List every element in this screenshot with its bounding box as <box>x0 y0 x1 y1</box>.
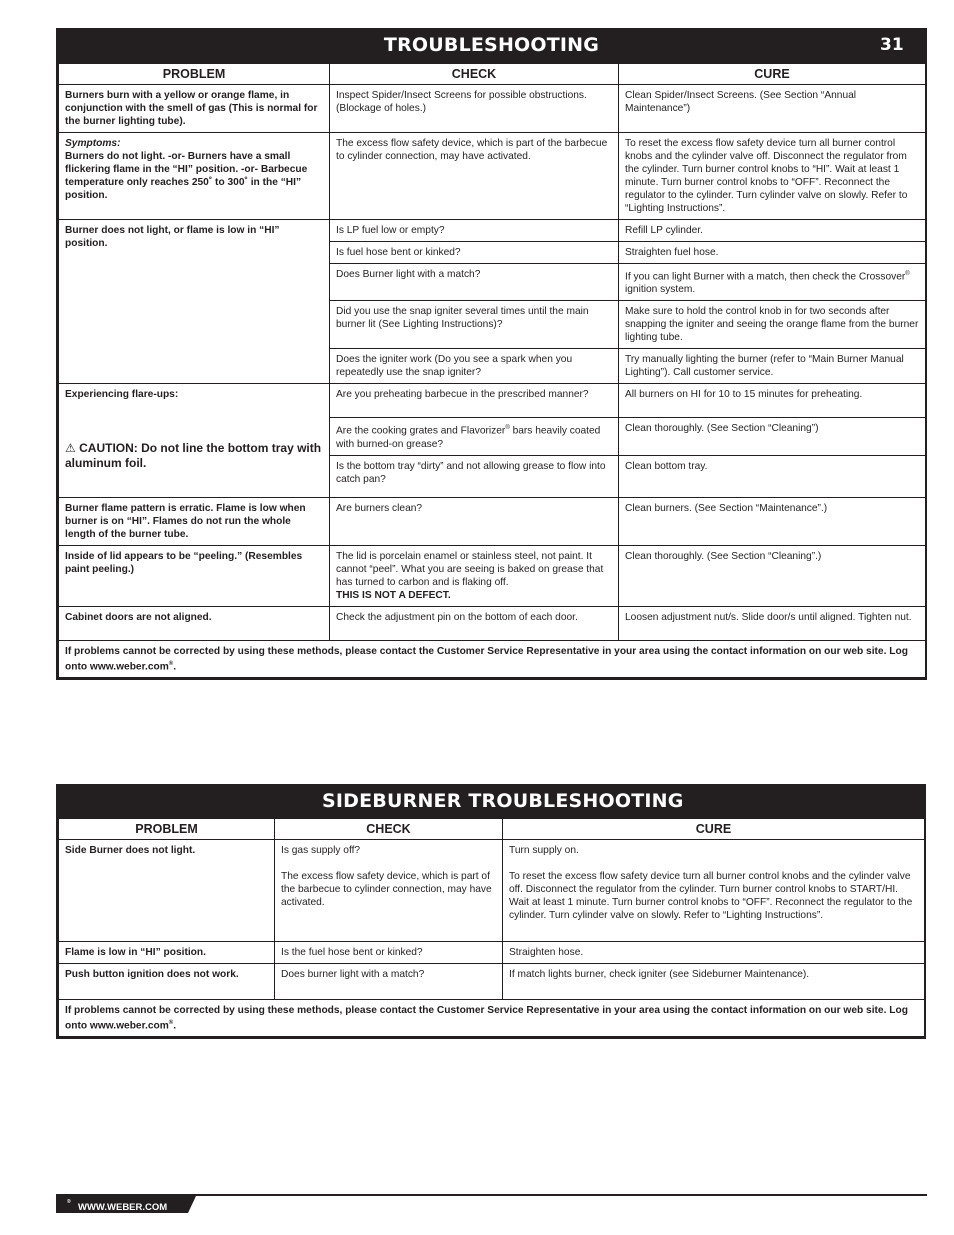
table-row <box>59 840 925 942</box>
section-title-bar <box>56 784 926 818</box>
problem-text: Experiencing flare-ups: <box>65 389 179 401</box>
problem-cell <box>59 384 330 497</box>
table-header-row <box>59 64 926 85</box>
problem-cell: Burner flame pattern is erratic. Flame is low when burner is on “HI”. Flames do not run the whole length of the burner tube. <box>59 497 330 545</box>
cure-cell: If match lights burner, check igniter (see Sideburner Maintenance). <box>503 964 925 1000</box>
cure-cell: Clean thoroughly. (See Section “Cleaning”) <box>619 418 926 455</box>
check-cell: Are you preheating barbecue in the prescribed manner? <box>330 384 619 418</box>
header-problem: PROBLEM <box>59 819 275 840</box>
footer-url[interactable] <box>67 1199 168 1213</box>
table-footer-row <box>59 1000 925 1037</box>
check-cell: Is LP fuel low or empty? <box>330 220 619 242</box>
footer-url-text: WWW.WEBER.COM <box>78 1202 168 1213</box>
check-cell: Is the fuel hose bent or kinked? <box>275 942 503 964</box>
cure-text: Turn supply on. <box>509 845 579 856</box>
check-text: Are the cooking grates and Flavorizer <box>336 425 506 437</box>
cure-cell: Straighten fuel hose. <box>619 242 926 264</box>
check-cell: The excess flow safety device, which is part of the barbecue to cylinder connection, may have activated. <box>330 133 619 220</box>
cure-cell: Loosen adjustment nut/s. Slide door/s until aligned. Tighten nut. <box>619 606 926 640</box>
table-row <box>59 606 926 640</box>
check-cell <box>330 545 619 606</box>
check-cell: Is fuel hose bent or kinked? <box>330 242 619 264</box>
check-cell: Does Burner light with a match? <box>330 264 619 301</box>
header-cure: CURE <box>619 64 926 85</box>
table-row <box>59 133 926 220</box>
header-cure: CURE <box>503 819 925 840</box>
caution-note <box>65 441 323 471</box>
problem-cell: Flame is low in “HI” position. <box>59 942 275 964</box>
troubleshooting-table-wrapper <box>56 63 927 680</box>
check-text-2: The excess flow safety device, which is part of the barbecue to cylinder connection, may have activated. <box>281 871 492 908</box>
problem-text: Burners do not light. -or- Burners have a small flickering flame in the “HI” position. -or- Barbecue temperature only reaches 250˚ to 300˚ in the “HI” position. <box>65 151 308 201</box>
defect-note: THIS IS NOT A DEFECT. <box>336 589 451 601</box>
symptoms-label: Symptoms: <box>65 138 121 149</box>
footer-text: If problems cannot be corrected by using these methods, please contact the Customer Service Representative in your area using the contact information on our web site. Log onto www.weber.com <box>65 645 908 673</box>
cure-cell: Clean Spider/Insect Screens. (See Section “Annual Maintenance”) <box>619 85 926 133</box>
check-cell <box>275 840 503 942</box>
check-cell: Does burner light with a match? <box>275 964 503 1000</box>
cure-cell: Straighten hose. <box>503 942 925 964</box>
registered-mark: ® <box>168 660 174 667</box>
table-row <box>59 497 926 545</box>
check-cell: Did you use the snap igniter several times until the main burner lit (See Lighting Instructions)? <box>330 301 619 349</box>
table-header-row <box>59 819 925 840</box>
problem-cell: Side Burner does not light. <box>59 840 275 942</box>
check-text: Is gas supply off? <box>281 845 361 856</box>
sideburner-troubleshooting-section <box>56 784 926 1039</box>
cure-cell: Clean thoroughly. (See Section “Cleaning”.) <box>619 545 926 606</box>
footer-note <box>59 1000 925 1037</box>
footer-note <box>59 640 926 677</box>
check-text: The lid is porcelain enamel or stainless steel, not paint. It cannot “peel”. What you are seeing is baked on grease that has turned to carbon and is flaking off. <box>336 550 604 588</box>
registered-mark: ® <box>168 1020 174 1026</box>
cure-cell: All burners on HI for 10 to 15 minutes for preheating. <box>619 384 926 418</box>
cure-cell: Clean burners. (See Section “Maintenance”.) <box>619 497 926 545</box>
problem-cell: Inside of lid appears to be “peeling.” (Resembles paint peeling.) <box>59 545 330 606</box>
cure-text-2: To reset the excess flow safety device turn all burner control knobs and the cylinder valve off. Disconnect the regulator from the cylinder. Turn burner control knobs to START/HI. Wait at least 1 minute. Turn burner control knobs to “OFF”. Reconnect the regulator to the cylinder. Turn cylinder valve on slowly. Refer to “Lighting Instructions”. <box>509 871 913 921</box>
cure-cell: Try manually lighting the burner (refer to “Main Burner Manual Lighting”). Call customer service. <box>619 349 926 384</box>
section-title: SIDEBURNER TROUBLESHOOTING <box>322 790 684 812</box>
page-number: 31 <box>880 35 904 55</box>
troubleshooting-table <box>58 63 926 678</box>
footer-text: If problems cannot be corrected by using these methods, please contact the Customer Service Representative in your area using the contact information on our web site. Log onto www.weber.com <box>65 1005 908 1032</box>
header-check: CHECK <box>330 64 619 85</box>
warning-icon: ⚠ <box>65 441 76 456</box>
footer-end: . <box>173 1020 177 1032</box>
registered-mark: ® <box>505 425 510 432</box>
table-footer-row <box>59 640 926 677</box>
sideburner-table <box>58 818 925 1037</box>
table-row <box>59 220 926 242</box>
check-cell: Are burners clean? <box>330 497 619 545</box>
check-cell: Check the adjustment pin on the bottom of each door. <box>330 606 619 640</box>
cure-cell: To reset the excess flow safety device turn all burner control knobs and the cylinder valve off. Disconnect the regulator from the cylinder. Turn burner control knobs to “HI”. Wait at least 1 minute. Turn burner control knobs to “OFF”. Reconnect the regulator to the cylinder. Turn cylinder valve on slowly. Refer to “Lighting Instructions”. <box>619 133 926 220</box>
section-title-bar <box>56 28 927 63</box>
header-check: CHECK <box>275 819 503 840</box>
check-cell: Is the bottom tray “dirty” and not allowing grease to flow into catch pan? <box>330 455 619 497</box>
cure-cell <box>619 264 926 301</box>
registered-mark: ® <box>67 1199 71 1205</box>
check-text-end: bars heavily coated with burned-on grease? <box>336 425 601 450</box>
table-row <box>59 85 926 133</box>
problem-cell: Burner does not light, or flame is low in “HI” position. <box>59 220 330 384</box>
problem-cell: Push button ignition does not work. <box>59 964 275 1000</box>
check-cell: Inspect Spider/Insect Screens for possible obstructions. (Blockage of holes.) <box>330 85 619 133</box>
cure-cell: Clean bottom tray. <box>619 455 926 497</box>
sideburner-table-wrapper <box>56 818 926 1039</box>
cure-cell: Refill LP cylinder. <box>619 220 926 242</box>
cure-cell: Make sure to hold the control knob in for two seconds after snapping the igniter and seeing the orange flame from the burner lighting tube. <box>619 301 926 349</box>
troubleshooting-section <box>56 28 927 680</box>
footer-end: . <box>173 661 177 673</box>
table-row <box>59 964 925 1000</box>
section-title: TROUBLESHOOTING <box>383 34 600 56</box>
footer-url-tab <box>56 1196 196 1213</box>
table-row <box>59 942 925 964</box>
problem-cell <box>59 133 330 220</box>
header-problem: PROBLEM <box>59 64 330 85</box>
caution-text: CAUTION: Do not line the bottom tray with aluminum foil. <box>65 441 322 471</box>
cure-text-end: ignition system. <box>625 284 696 296</box>
registered-mark: ® <box>905 271 910 277</box>
table-row <box>59 545 926 606</box>
problem-cell: Burners burn with a yellow or orange flame, in conjunction with the smell of gas (This is normal for the burner lighting tube). <box>59 85 330 133</box>
check-cell: Does the igniter work (Do you see a spark when you repeatedly use the snap igniter? <box>330 349 619 384</box>
table-row <box>59 384 926 418</box>
cure-cell <box>503 840 925 942</box>
problem-cell: Cabinet doors are not aligned. <box>59 606 330 640</box>
check-cell <box>330 418 619 455</box>
cure-text: If you can light Burner with a match, then check the Crossover <box>625 271 906 283</box>
